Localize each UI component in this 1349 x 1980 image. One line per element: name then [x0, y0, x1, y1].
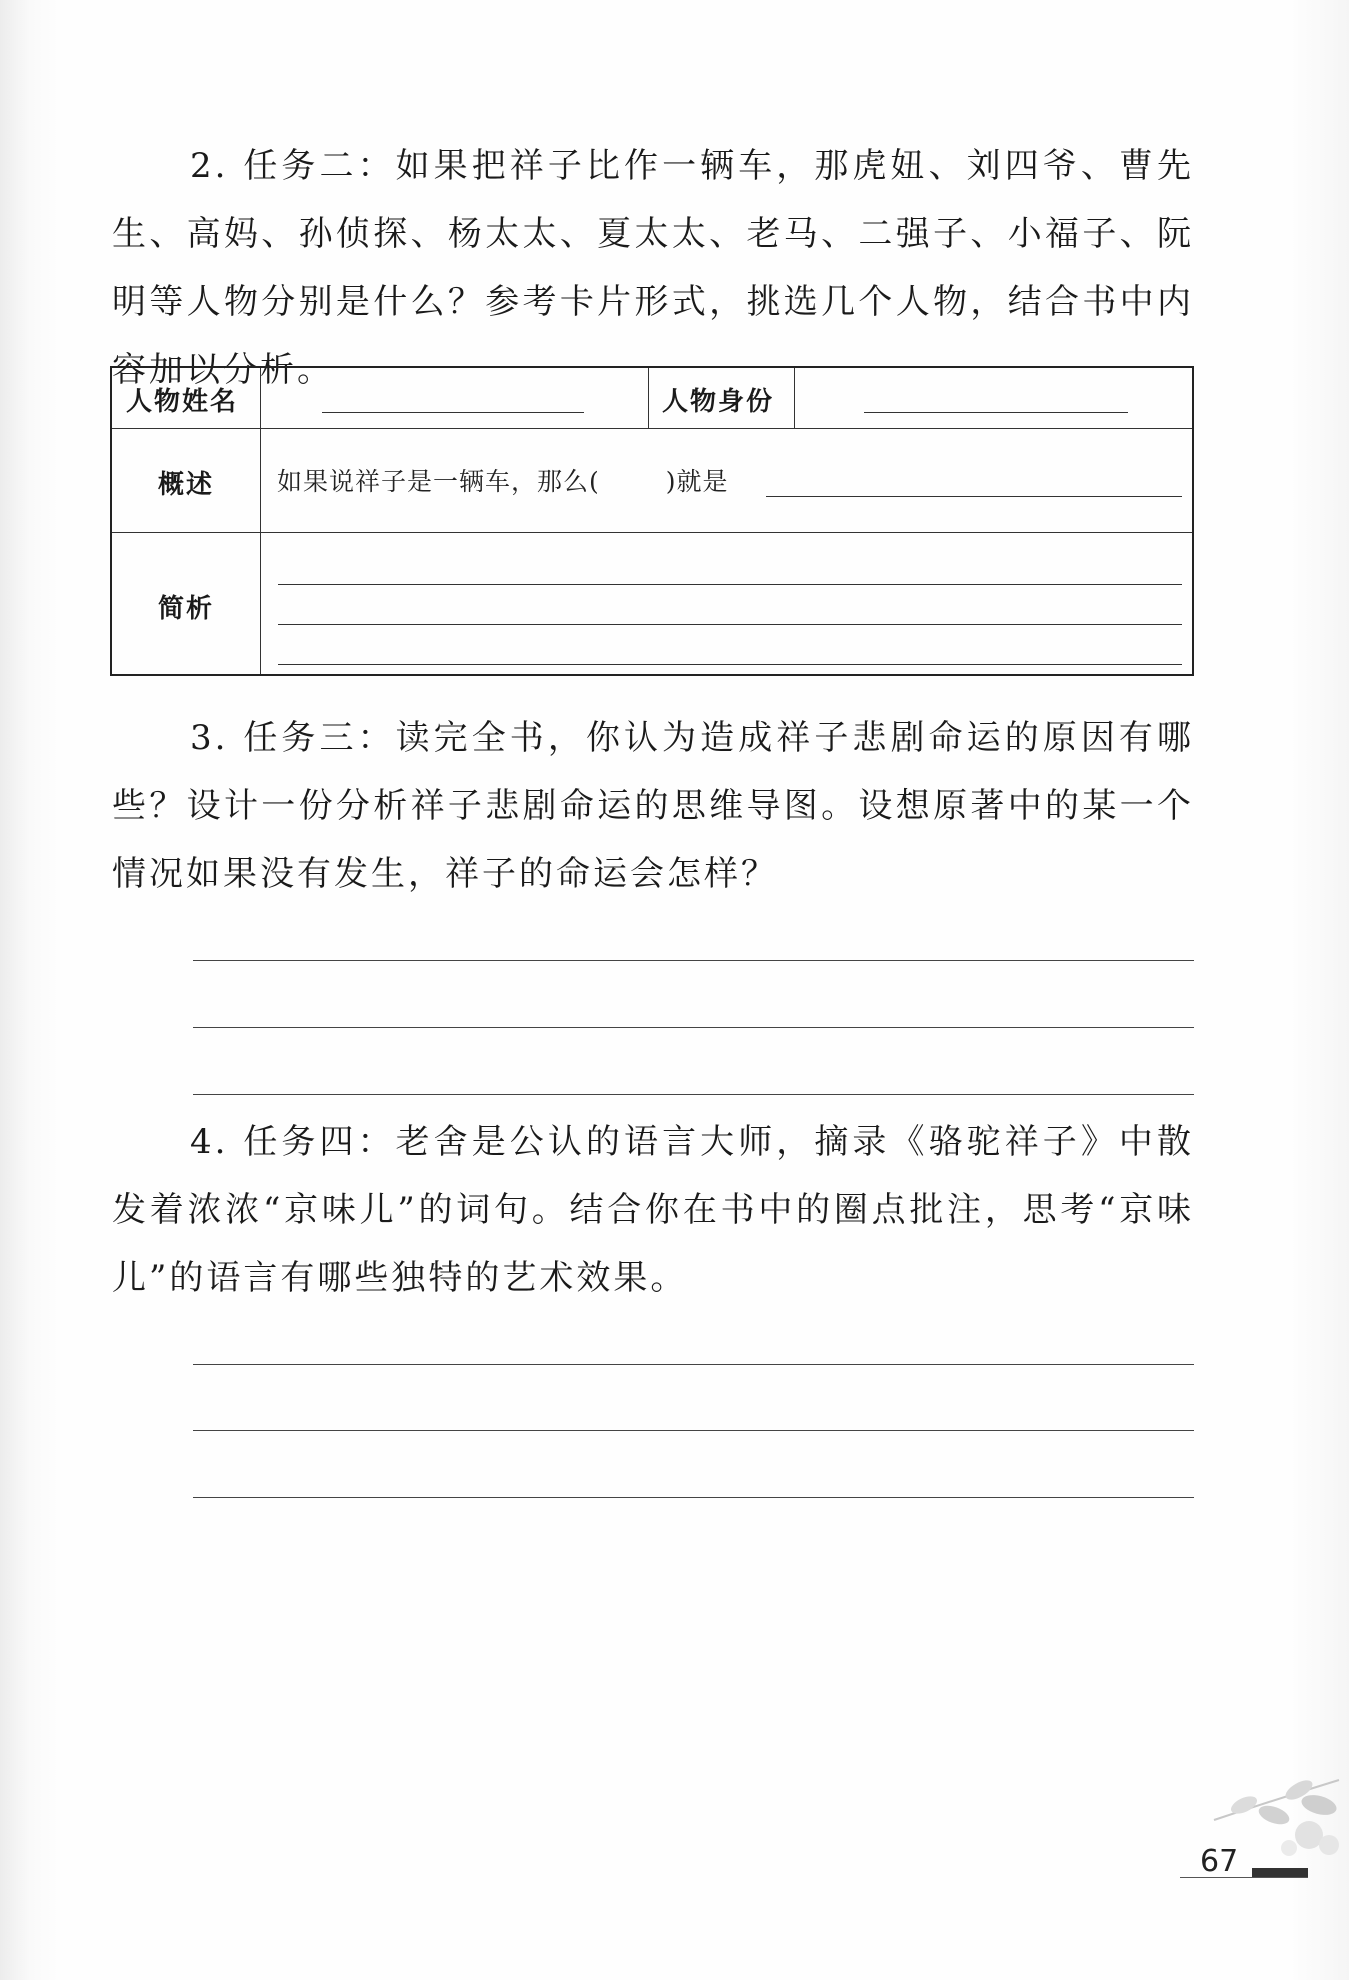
answer-line[interactable]: [193, 1497, 1194, 1498]
task-three-prompt: 3. 任务三：读完全书，你认为造成祥子悲剧命运的原因有哪些？设计一份分析祥子悲剧命运的思维导图。设想原著中的某一个情况如果没有发生，祥子的命运会怎样？: [112, 718, 1194, 894]
summary-suffix: )就是: [665, 467, 729, 496]
analysis-line[interactable]: [278, 584, 1182, 585]
task-four-prompt: 4. 任务四：老舍是公认的语言大师，摘录《骆驼祥子》中散发着浓浓“京味儿”的词句。结合你在书中的圈点批注，思考“京味儿”的语言有哪些独特的艺术效果。: [112, 1122, 1194, 1298]
answer-line[interactable]: [193, 1094, 1194, 1095]
card-row-analysis: [112, 532, 1192, 674]
answer-line[interactable]: [193, 1364, 1194, 1365]
summary-label: 概述: [158, 470, 215, 500]
divider: [794, 368, 795, 428]
analysis-line[interactable]: [278, 664, 1182, 665]
character-card-table: [110, 366, 1194, 676]
analysis-label: 简析: [158, 594, 215, 624]
answer-line[interactable]: [193, 1027, 1194, 1028]
identity-label: 人物身份: [662, 387, 775, 417]
divider: [260, 428, 261, 532]
card-row-summary: [112, 428, 1192, 533]
name-label: 人物姓名: [126, 387, 239, 417]
analysis-line[interactable]: [278, 624, 1182, 625]
summary-prefix: 如果说祥子是一辆车，那么(: [277, 467, 600, 496]
card-row-header: [112, 368, 1192, 429]
identity-blank[interactable]: [864, 412, 1128, 413]
task-two-prompt: 2. 任务二：如果把祥子比作一辆车，那虎妞、刘四爷、曹先生、高妈、孙侦探、杨太太、夏太太、老马、二强子、小福子、阮明等人物分别是什么？参考卡片形式，挑选几个人物，结合书中内容加以分析。: [112, 146, 1194, 390]
divider: [260, 368, 261, 428]
divider: [648, 368, 649, 428]
answer-line[interactable]: [193, 1430, 1194, 1431]
summary-blank[interactable]: [766, 496, 1182, 497]
page-number-bar: [1252, 1868, 1308, 1877]
page-number: 67: [1200, 1844, 1239, 1879]
answer-line[interactable]: [193, 960, 1194, 961]
name-blank[interactable]: [322, 412, 584, 413]
divider: [260, 532, 261, 674]
summary-sentence: [277, 462, 729, 498]
